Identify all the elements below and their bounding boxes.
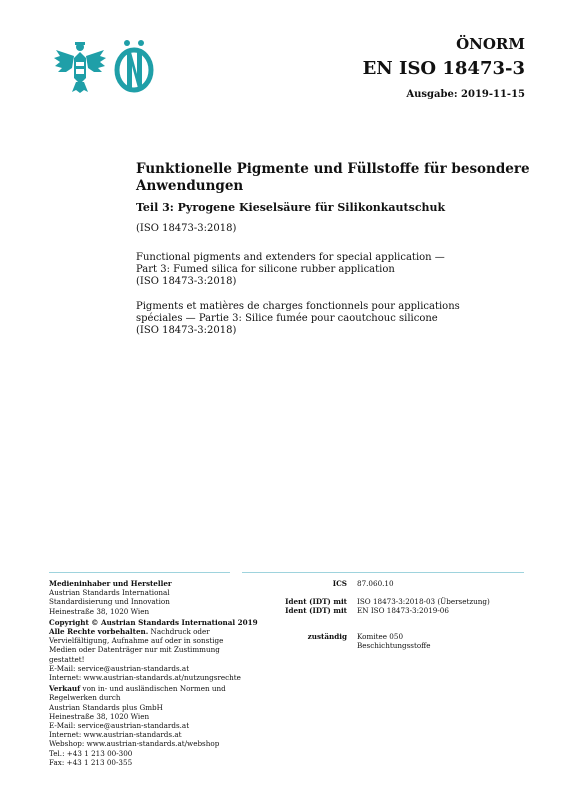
- standard-name: ÖNORM: [456, 35, 525, 53]
- metadata-table: [250, 579, 520, 650]
- ident-label: Ident (IDT) mit: [285, 597, 347, 607]
- rights-line: Vervielfältigung, Aufnahme auf oder in sonstige: [49, 636, 224, 646]
- imprint-internet: Internet: www.austrian-standards.at/nutzungsrechte: [49, 673, 241, 683]
- austrian-eagle-icon: [52, 38, 108, 94]
- committee-name: Beschichtungsstoffe: [357, 640, 431, 650]
- german-reference: (ISO 18473-3:2018): [136, 223, 237, 234]
- sales-text: von in- und ausländischen Normen und: [82, 684, 226, 694]
- responsible-value: [357, 632, 520, 650]
- divider-left: [49, 572, 230, 573]
- responsible-row: [250, 632, 520, 650]
- german-title-line: Anwendungen: [136, 178, 244, 194]
- copyright: Copyright © Austrian Standards International 2019: [49, 617, 258, 627]
- rights-line: Medien oder Datenträger nur mit Zustimmung: [49, 645, 220, 655]
- owner-heading: Medieninhaber und Hersteller: [49, 579, 172, 588]
- sales-line: Tel.: +43 1 213 00-300: [49, 748, 133, 758]
- responsible-label: zuständig: [307, 631, 347, 641]
- issue-date: Ausgabe: 2019-11-15: [406, 89, 525, 100]
- ident-value: EN ISO 18473-3:2019-06: [357, 606, 449, 616]
- ident-label: Ident (IDT) mit: [285, 606, 347, 616]
- ics-row: [250, 579, 520, 588]
- german-subtitle: Teil 3: Pyrogene Kieselsäure für Silikonkautschuk: [136, 201, 446, 214]
- committee: Komitee 050: [357, 631, 404, 641]
- imprint: [49, 579, 258, 767]
- ics-value: 87.060.10: [357, 579, 394, 588]
- ident-value: ISO 18473-3:2018-03 (Übersetzung): [357, 597, 490, 607]
- english-title-line: (ISO 18473-3:2018): [136, 276, 237, 287]
- french-title-line: spéciales — Partie 3: Silice fumée pour caoutchouc silicone: [136, 313, 438, 324]
- rights-text: Nachdruck oder: [150, 627, 210, 637]
- english-title-line: Part 3: Fumed silica for silicone rubber application: [136, 264, 395, 275]
- french-title: [136, 301, 531, 337]
- owner-line: Standardisierung und Innovation: [49, 597, 170, 607]
- french-title-line: (ISO 18473-3:2018): [136, 325, 237, 336]
- title-block: [136, 161, 531, 337]
- ident-row: [250, 606, 520, 615]
- divider-right: [242, 572, 524, 573]
- english-title-line: Functional pigments and extenders for special application —: [136, 252, 445, 263]
- ics-label: ICS: [332, 579, 347, 588]
- sales-line: Heinestraße 38, 1020 Wien: [49, 711, 150, 721]
- standard-header: [363, 35, 525, 100]
- english-title: [136, 252, 531, 288]
- owner-line: Austrian Standards International: [49, 588, 170, 598]
- owner-line: Heinestraße 38, 1020 Wien: [49, 606, 150, 616]
- sales-line: Austrian Standards plus GmbH: [49, 702, 163, 712]
- rights-line: gestattet!: [49, 654, 85, 664]
- german-title: [136, 161, 531, 195]
- sales-line: Webshop: www.austrian-standards.at/webshop: [49, 739, 220, 749]
- oenorm-logo-icon: [113, 38, 155, 94]
- sales-line: Regelwerken durch: [49, 693, 121, 703]
- french-title-line: Pigments et matières de charges fonctionnels pour applications: [136, 301, 460, 312]
- german-title-line: Funktionelle Pigmente und Füllstoffe für besondere: [136, 161, 530, 177]
- sales-heading: Verkauf: [49, 684, 81, 694]
- sales-line: E-Mail: service@austrian-standards.at: [49, 721, 190, 731]
- ident-row: [250, 597, 520, 606]
- rights-reserved: Alle Rechte vorbehalten.: [49, 627, 149, 637]
- imprint-email: E-Mail: service@austrian-standards.at: [49, 663, 190, 673]
- standard-number: EN ISO 18473-3: [362, 58, 525, 79]
- sales-line: Internet: www.austrian-standards.at: [49, 730, 182, 740]
- sales-line: Fax: +43 1 213 00-355: [49, 757, 133, 767]
